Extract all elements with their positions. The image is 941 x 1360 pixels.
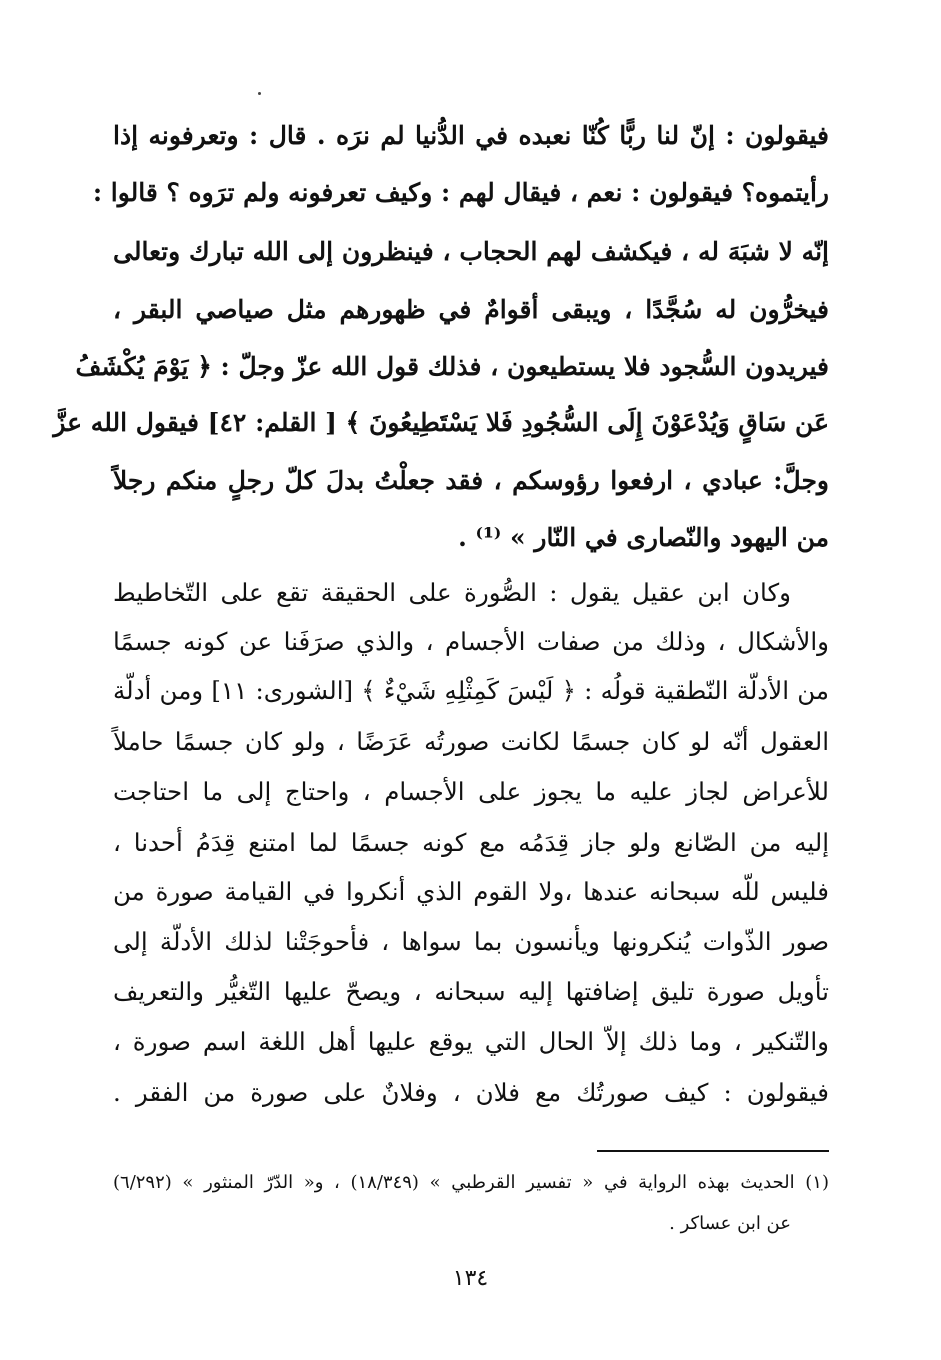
hadith-line: فيريدون السُّجود فلا يستطيعون ، فذلك قول الله عزّ وجلّ : ﴿ يَوْمَ يُكْشَفُ	[75, 352, 829, 381]
paragraph-line: فيقولون : كيف صورتُك مع فلان ، وفلانٌ على صورة من الفقر .	[113, 1078, 829, 1107]
scan-speck	[258, 92, 261, 95]
paragraph-line: من الأدلّة النّطقية قولُه : ﴿ لَيْسَ كَمِثْلِهِ شَيْءٌ ﴾ [الشورى: ١١] ومن أدلّة	[113, 676, 829, 705]
footnote-line: (١) الحديث بهذه الرواية في « تفسير القرطبي » (١٨/٣٤٩) ، و« الدّرّ المنثور » (٦/٢٩٢)	[113, 1172, 829, 1193]
hadith-line: وجلَّ: عبادي ، ارفعوا رؤوسكم ، فقد جعلْتُ بدلَ كلّ رجلٍ منكم رجلاً	[113, 466, 829, 495]
hadith-line: فيخرُّون له سُجَّدًا ، ويبقى أقوامٌ في ظهورهم مثل صياصي البقر ،	[113, 295, 829, 324]
paragraph-line: والتّنكير ، وما ذلك إلاّ الحال التي يوقع عليها أهل اللغة اسم صورة ،	[113, 1027, 829, 1056]
paragraph-line: تأويل صورة تليق إضافتها إليه سبحانه ، ويصحّ عليها التّغيُّر والتعريف	[113, 977, 829, 1006]
page-number: ١٣٤	[452, 1266, 489, 1291]
paragraph-line: وكان ابن عقيل يقول : الصُّورة على الحقيقة تقع على التّخاطيط	[113, 578, 791, 607]
footnote-line: عن ابن عساكر .	[669, 1213, 791, 1234]
paragraph-line: والأشكال ، وذلك من صفات الأجسام ، والذي صرَفَنا عن كونه جسمًا	[113, 627, 829, 656]
hadith-line: فيقولون : إنّ لنا ربًّا كُنّا نعبده في الدُّنيا لم نرَه . قال : وتعرفونه إذا	[113, 121, 829, 150]
hadith-line: عَن سَاقٍ وَيُدْعَوْنَ إِلَى السُّجُودِ فَلا يَسْتَطِيعُونَ ﴾ [ القلم: ٤٢] فيقول الله عزَّ	[53, 408, 829, 437]
hadith-line: إنّه لا شبَهَ له ، فيكشف لهم الحجاب ، فينظرون إلى الله تبارك وتعالى	[113, 237, 829, 266]
paragraph-line: إليه من الصّانع ولو جاز قِدَمُه مع كونه جسمًا لما امتنع قِدَمُ أحدنا ،	[113, 828, 829, 857]
paragraph-line: العقول أنّه لو كان جسمًا لكانت صورتُه عَرَضًا ، ولو كان جسمًا حاملاً	[113, 727, 829, 756]
footnote-separator	[597, 1150, 829, 1152]
paragraph-line: صور الذّوات يُنكرونها ويأنسون بما سواها ، فأحوجَتْنا لذلك الأدلّة إلى	[113, 927, 829, 956]
paragraph-line: فليس للّه سبحانه عندها ،ولا القوم الذي أنكروا في القيامة صورة من	[113, 877, 829, 906]
paragraph-line: للأعراض لجاز عليه ما يجوز على الأجسام ، واحتاج إلى ما احتاجت	[113, 777, 829, 806]
hadith-line: رأيتموه؟ فيقولون : نعم ، فيقال لهم : وكيف تعرفونه ولم ترَوه ؟ قالوا :	[92, 178, 829, 207]
hadith-line: من اليهود والنّصارى في النّار » ⁽¹⁾ .	[458, 523, 829, 552]
